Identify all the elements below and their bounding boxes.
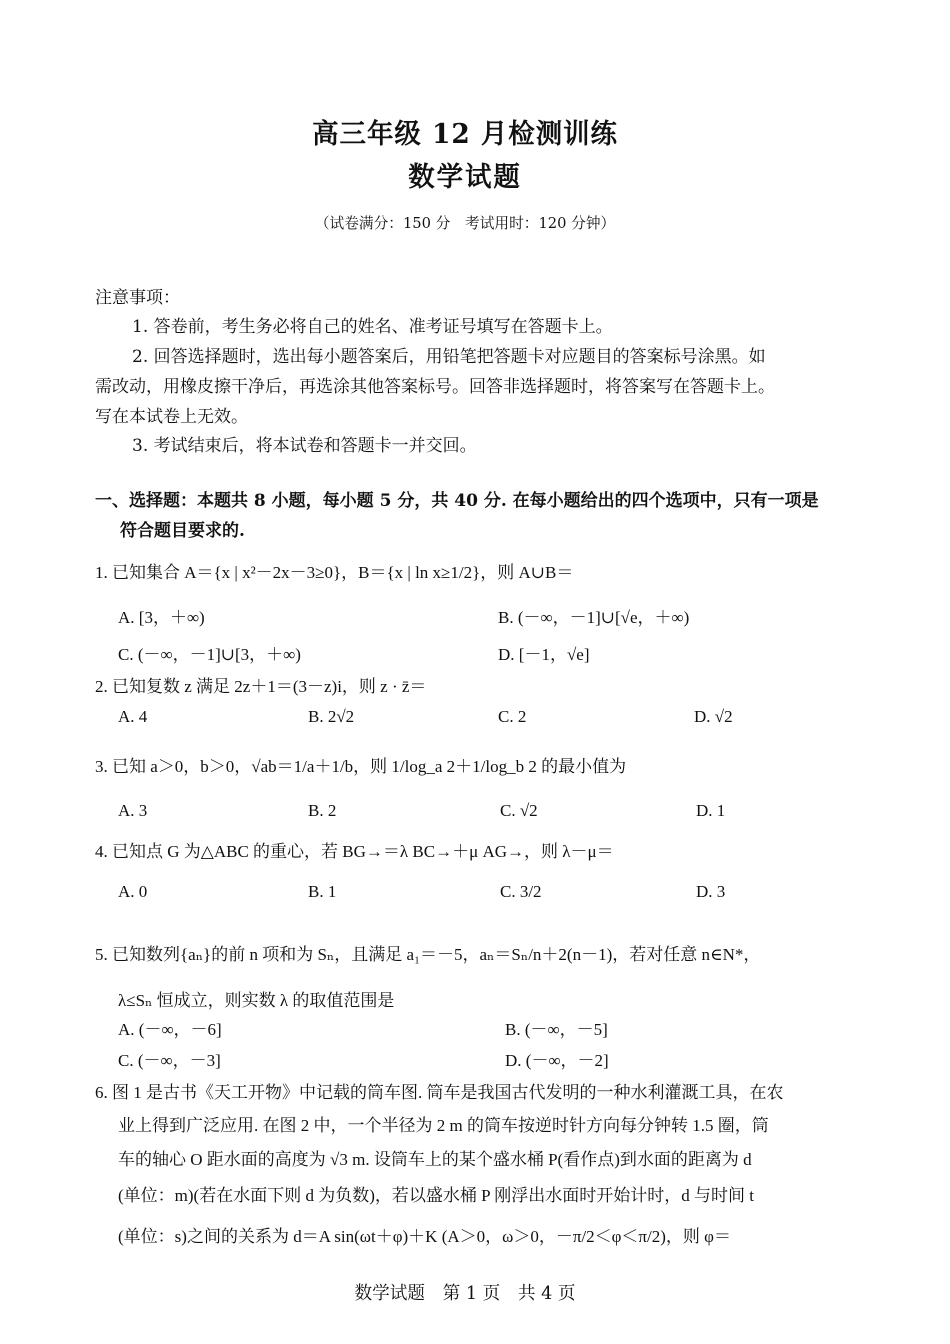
q2-option-d: D. √2: [694, 707, 733, 726]
q4-option-c: C. 3/2: [500, 882, 542, 901]
q1-stem: 1. 已知集合 A＝{x | x²－2x－3≥0}，B＝{x | ln x≥1/2}，则 A∪B＝: [95, 563, 574, 582]
exam-title: 高三年级 12 月检测训练: [312, 119, 618, 150]
notice-line-2: 2. 回答选择题时，选出每小题答案后，用铅笔把答题卡对应题目的答案标号涂黑。如: [132, 347, 766, 367]
q3-option-d: D. 1: [696, 801, 726, 820]
q2-option-a: A. 4: [118, 707, 148, 726]
q3-option-a: A. 3: [118, 801, 148, 820]
q4-option-d: D. 3: [696, 882, 726, 901]
notice-line-1: 1. 答卷前，考生务必将自己的姓名、准考证号填写在答题卡上。: [132, 317, 613, 337]
q4-option-b: B. 1: [308, 882, 337, 901]
exam-meta: （试卷满分：150 分 考试用时：120 分钟）: [314, 214, 616, 232]
q5-option-b: B. (－∞，－5]: [505, 1020, 608, 1039]
exam-subtitle: 数学试题: [408, 162, 522, 193]
q5-stem-cont: λ≤Sₙ 恒成立，则实数 λ 的取值范围是: [118, 991, 395, 1010]
q6-line-1: 6. 图 1 是古书《天工开物》中记载的筒车图. 筒车是我国古代发明的一种水利灌溉工具，在农: [95, 1083, 784, 1102]
q6-line-3: 车的轴心 O 距水面的高度为 √3 m. 设筒车上的某个盛水桶 P(看作点)到水面的距离为 d: [118, 1150, 752, 1169]
q4-stem: 4. 已知点 G 为△ABC 的重心，若 BG→＝λ BC→＋μ AG→，则 λ－μ＝: [95, 842, 614, 861]
q6-line-4: (单位：m)(若在水面下则 d 为负数)，若以盛水桶 P 刚浮出水面时开始计时，d 与时间 t: [118, 1186, 754, 1205]
q5-option-c: C. (－∞，－3]: [118, 1051, 221, 1070]
q1-option-b: B. (－∞，－1]∪[√e，＋∞): [498, 608, 690, 627]
q5-option-d: D. (－∞，－2]: [505, 1051, 609, 1070]
q6-line-2: 业上得到广泛应用. 在图 2 中，一个半径为 2 m 的筒车按逆时针方向每分钟转 1.5 圈，筒: [118, 1116, 769, 1135]
q2-option-b: B. 2√2: [308, 707, 355, 726]
notice-heading: 注意事项：: [95, 288, 180, 308]
q1-option-c: C. (－∞，－1]∪[3，＋∞): [118, 645, 301, 664]
q5-option-a: A. (－∞，－6]: [118, 1020, 222, 1039]
notice-line-3: 需改动，用橡皮擦干净后，再选涂其他答案标号。回答非选择题时，将答案写在答题卡上。: [95, 377, 775, 397]
q5-stem: 5. 已知数列{aₙ}的前 n 项和为 Sₙ，且满足 a₁＝－5，aₙ＝Sₙ/n＋2(n－1)，若对任意 n∈N*，: [95, 945, 761, 964]
section-heading-cont: 符合题目要求的.: [120, 521, 245, 541]
q1-option-a: A. [3，＋∞): [118, 608, 205, 627]
page-footer: 数学试题 第 1 页 共 4 页: [354, 1283, 576, 1304]
q4-option-a: A. 0: [118, 882, 148, 901]
q6-line-5: (单位：s)之间的关系为 d＝A sin(ωt＋φ)＋K (A＞0，ω＞0，－π/2＜φ＜π/2)，则 φ＝: [118, 1227, 731, 1246]
q3-option-c: C. √2: [500, 801, 538, 820]
section-heading: 一、选择题：本题共 8 小题，每小题 5 分，共 40 分. 在每小题给出的四个选项中，只有一项是: [95, 491, 819, 511]
q2-stem: 2. 已知复数 z 满足 2z＋1＝(3－z)i，则 z · z̄＝: [95, 677, 427, 696]
q3-option-b: B. 2: [308, 801, 337, 820]
notice-line-5: 3. 考试结束后，将本试卷和答题卡一并交回。: [132, 436, 477, 456]
notice-line-4: 写在本试卷上无效。: [95, 407, 248, 427]
q3-stem: 3. 已知 a＞0，b＞0，√ab＝1/a＋1/b，则 1/log_a 2＋1/log_b 2 的最小值为: [95, 757, 627, 776]
q1-option-d: D. [－1，√e]: [498, 645, 590, 664]
q2-option-c: C. 2: [498, 707, 527, 726]
